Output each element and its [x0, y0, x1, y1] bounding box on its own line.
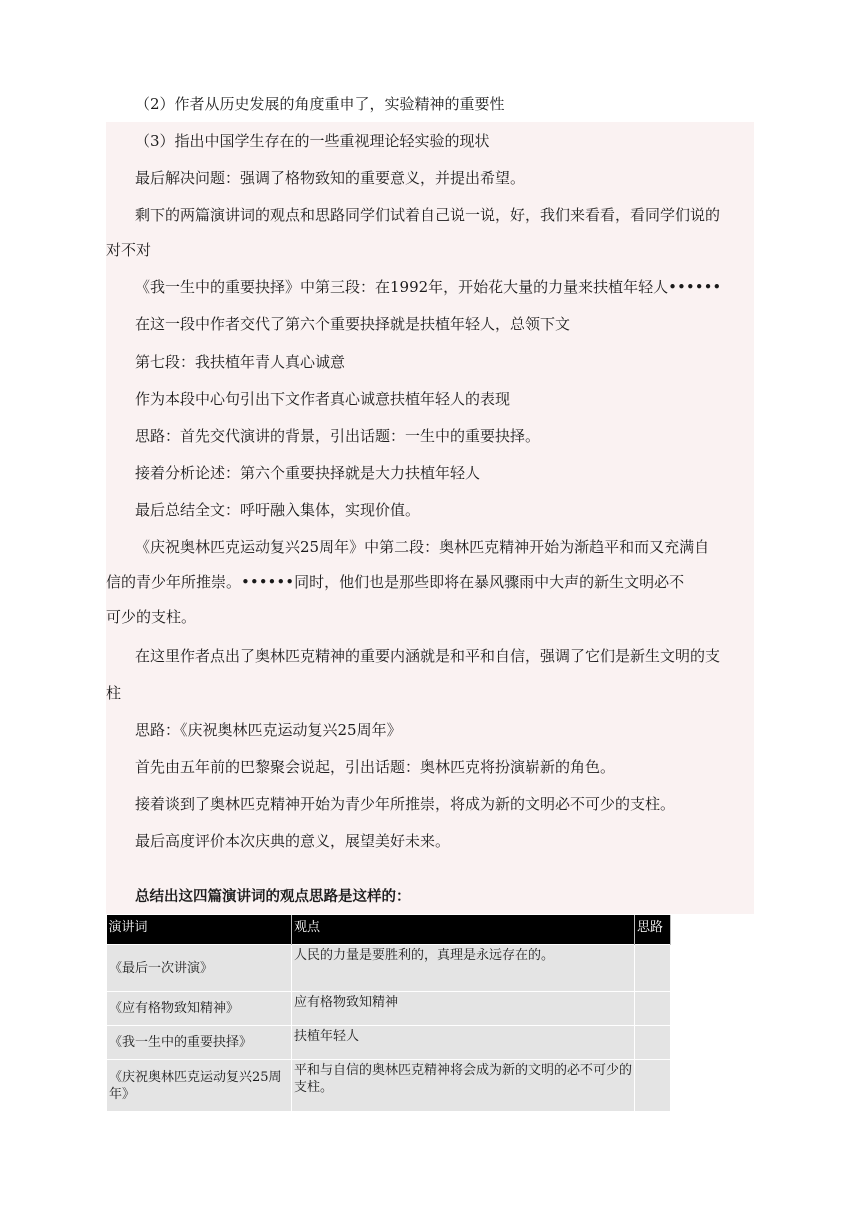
paragraph: 可少的支柱。 — [106, 608, 197, 626]
table-cell: 《最后一次讲演》 — [107, 945, 292, 992]
paragraph: 接着谈到了奥林匹克精神开始为青少年所推崇，将成为新的文明必不可少的支柱。 — [135, 795, 676, 813]
table-header-row — [107, 915, 671, 945]
table-row — [107, 1026, 671, 1060]
paragraph: 思路：首先交代演讲的背景，引出话题：一生中的重要抉择。 — [135, 427, 541, 445]
summary-heading: 总结出这四篇演讲词的观点思路是这样的： — [135, 889, 411, 905]
table-row — [107, 992, 671, 1026]
table-cell — [635, 1060, 671, 1112]
table-cell: 《庆祝奥林匹克运动复兴25周年》 — [107, 1060, 292, 1112]
table-cell — [635, 1026, 671, 1060]
paragraph: 《庆祝奥林匹克运动复兴25周年》中第二段：奥林匹克精神开始为渐趋平和而又充满自 — [135, 538, 710, 556]
paragraph: （2）作者从历史发展的角度重申了，实验精神的重要性 — [135, 95, 505, 113]
paragraph: 第七段：我扶植年青人真心诚意 — [135, 353, 346, 371]
paragraph: 信的青少年所推崇。••••••同时，他们也是那些即将在暴风骤雨中大声的新生文明必不 — [106, 573, 685, 591]
paragraph: 剩下的两篇演讲词的观点和思路同学们试着自己说一说，好，我们来看看，看同学们说的 — [135, 206, 721, 224]
paragraph: 首先由五年前的巴黎聚会说起，引出话题：奥林匹克将扮演崭新的角色。 — [135, 758, 616, 776]
paragraph: 最后高度评价本次庆典的意义，展望美好未来。 — [135, 832, 451, 850]
table-cell: 应有格物致知精神 — [292, 992, 635, 1026]
column-header: 观点 — [292, 915, 635, 945]
paragraph: 接着分析论述：第六个重要抉择就是大力扶植年轻人 — [135, 464, 481, 482]
column-header: 思路 — [635, 915, 671, 945]
table-cell: 《应有格物致知精神》 — [107, 992, 292, 1026]
table-cell: 人民的力量是要胜利的，真理是永远存在的。 — [292, 945, 635, 992]
table-row — [107, 945, 671, 992]
table-cell: 扶植年轻人 — [292, 1026, 635, 1060]
summary-table — [106, 915, 671, 1112]
paragraph: 最后解决问题：强调了格物致知的重要意义，并提出希望。 — [135, 169, 526, 187]
table-cell — [635, 945, 671, 992]
paragraph: （3）指出中国学生存在的一些重视理论轻实验的现状 — [135, 132, 490, 150]
paragraph: 在这里作者点出了奥林匹克精神的重要内涵就是和平和自信，强调了它们是新生文明的支 — [135, 647, 721, 665]
paragraph: 思路：《庆祝奥林匹克运动复兴25周年》 — [135, 721, 402, 739]
paragraph: 作为本段中心句引出下文作者真心诚意扶植年轻人的表现 — [135, 390, 511, 408]
paragraph: 柱 — [106, 684, 122, 702]
table-cell: 平和与自信的奥林匹克精神将会成为新的文明的必不可少的支柱。 — [292, 1060, 635, 1112]
table-cell — [635, 992, 671, 1026]
paragraph: 在这一段中作者交代了第六个重要抉择就是扶植年轻人，总领下文 — [135, 315, 571, 333]
paragraph: 《我一生中的重要抉择》中第三段：在1992年，开始花大量的力量来扶植年轻人•••••• — [135, 278, 722, 296]
column-header: 演讲词 — [107, 915, 292, 945]
paragraph: 最后总结全文：呼吁融入集体，实现价值。 — [135, 501, 421, 519]
paragraph: 对不对 — [106, 241, 152, 259]
table-row — [107, 1060, 671, 1112]
table-cell: 《我一生中的重要抉择》 — [107, 1026, 292, 1060]
